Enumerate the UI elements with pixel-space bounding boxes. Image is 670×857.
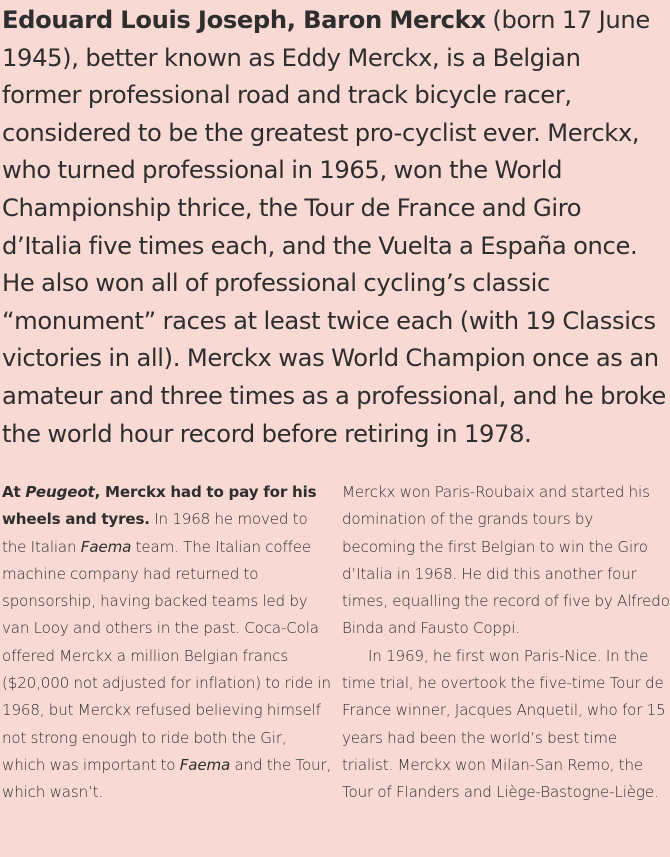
lead-paragraph [2,0,666,453]
left-text-3: and the Tour, which wasn’t. [2,755,332,802]
right-column [342,479,670,807]
left-text-2: team. The Italian coffee machine company had returned to sponsorship, having backed teams led by van Looy and others in the past. Coca-Cola offered Merckx a million Belgian francs ($20,000 not adjusted for inflation) to ride in 1968, but Merckx refused believing himself not strong enough to ride both the Gir, which was important to [2,537,331,774]
two-column-body [2,479,670,807]
left-italic-faema-2: Faema [179,755,231,774]
right-paragraph-1: Merckx won Paris-Roubaix and started his domination of the grands tours by becoming the first Belgian to win the Giro d’Italia in 1968. He did this another four times, equalling the record of five by Alfredo Binda and Fausto Coppi. [342,483,670,638]
left-column [2,479,332,807]
left-bold-italic-peugeot: Peugeot [25,483,95,501]
right-paragraph-2: In 1969, he first won Paris-Nice. In the time trial, he overtook the five-time Tour de France winner, Jacques Anquetil, who for 15 years had been the world’s best time trialist. Merckx won Milan-San Remo, the Tour of Flanders and Liège-Bastogne-Liège. [342,646,666,802]
left-bold-part-1: At [2,483,26,501]
lead-text: (born 17 June 1945), better known as Eddy Merckx, is a Belgian former professional road and track bicycle racer, considered to be the greatest pro-cyclist ever. Merckx, who turned professional in 1965, won the World Championship thrice, the Tour de France and Giro d’Italia five times each, and the Vuelta a España once. He also won all of professional cycling’s classic “monument” races at least twice each (with 19 Classics victories in all). Merckx was World Champion once as an amateur and three times as a professional, and he broke the world hour record before retiring in 1978. [2,6,666,448]
lead-name-bold: Edouard Louis Joseph, Baron Merckx [2,6,486,34]
left-text-1: In 1968 he moved to the Italian [2,510,308,556]
left-column-paragraph [2,479,332,807]
left-italic-faema-1: Faema [80,537,132,556]
left-bold-part-2: , Merckx had to pay for his wheels and tyres. [2,483,317,529]
